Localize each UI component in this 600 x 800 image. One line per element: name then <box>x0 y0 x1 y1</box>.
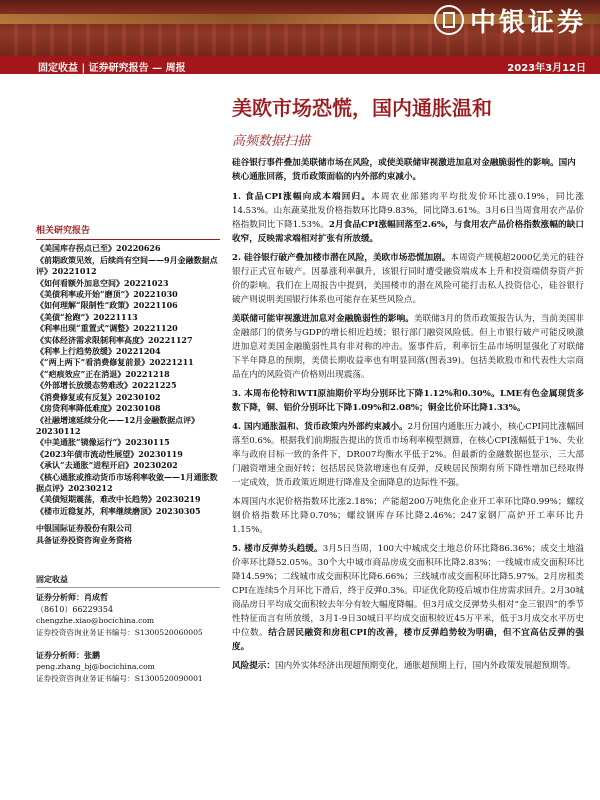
related-reports-heading: 相关研究报告 <box>36 226 220 240</box>
related-report-item[interactable]: 《核心通胀或推动货币市场利率收敛——1月通胀数据点评》20230212 <box>36 471 218 493</box>
logo-text: 中银证券 <box>469 7 586 38</box>
content-item: 3. 本周布伦特和WTI原油期价平均分别环比下降1.12%和0.30%。LME有色金属现货多数下降，铜、铝价分别环比下降1.09%和2.08%；铜金比价环比降1.33%。 <box>232 389 584 413</box>
related-report-item[interactable]: 《楼市近稳复苏，利率继续磨顶》20230305 <box>36 505 201 516</box>
related-reports-list <box>36 243 220 517</box>
firm-qualification: 具备证券投资咨询业务资格 <box>36 534 132 545</box>
analyst-email[interactable]: peng.zhang_bj@bocichina.com <box>36 662 155 672</box>
risk-warning: 风险提示：国内外实体经济出现超预期变化，通胀超预期上行，国内外政策发展超预期等。 <box>232 661 576 671</box>
firm-name: 中银国际证券股份有限公司 <box>36 523 132 534</box>
analyst-email[interactable]: chengzhe.xiao@bocichina.com <box>36 616 155 626</box>
report-category: 固定收益 | 证券研究报告 — 周报 <box>38 63 186 74</box>
related-report-item[interactable]: 《美债利率或开始“磨顶”》20221030 <box>36 289 178 300</box>
sector-label: 固定收益 <box>36 574 220 588</box>
related-report-item[interactable]: 《前期政策见效，后续尚有空间——9月金融数据点评》20221012 <box>36 254 218 277</box>
related-report-item[interactable]: 《承认“去通胀”进程开启》20230202 <box>36 460 178 471</box>
report-info-bar <box>0 56 600 74</box>
related-report-item[interactable]: 《消费修复或有反复》20230102 <box>36 391 161 402</box>
related-report-item[interactable]: 《中美通胀“镜像运行”》20230115 <box>36 437 170 448</box>
related-report-item[interactable]: 《美债“抢跑”》20221113 <box>36 311 138 322</box>
boc-logo-icon <box>434 5 464 35</box>
content-item: 5. 楼市反弹势头趋缓。3月5日当周，100大中城成交土地总价环比降86.36%；成交土地溢价率环比降52.05%。30个大中城市商品房成交面积环比降2.83%；一线城市成交面积环比降14.59%；二线城市成交面积环比降6.66%；三线城市成交面积环比降5.97%。2月房租类CPI在连续5个月环比下滑后，终于反弹0.3%。印证优化防疫后城市住房需求回升。2月30城商品房日平均成交面积较去年分有较大幅度降幅。但3月成交反弹势头相对“金三银四”的季节性特征而言有所放缓，3月1-9日30城日平均成交面积较近45万平米，低于3月成交水平历史中位数。结合居民融资和房租CPI的改善，楼市反弹趋势较为明确，但不宜高估反弹的强度。 <box>232 544 584 652</box>
summary-paragraph: 硅谷银行事件叠加美联储市场在风险，或使美联储审视激进加息对金融脆弱性的影响。国内核心通胀回落，货币政策面临的内外部约束减小。 <box>232 158 576 182</box>
analyst-cert: 证券投资咨询业务证书编号：S1300520090001 <box>36 673 203 683</box>
related-report-item[interactable]: 《利率上行趋势放缓》20221204 <box>36 346 161 357</box>
content-item: 美联储可能审视激进加息对金融脆弱性的影响。美联储3月的货币政策报告认为，当前美国非金融部门的债务与GDP的增长相近趋缓；银行部门融资风险低。但上市银行破产可能反映激进加息对美国金融脆弱性具有非对称的冲击。鉴事件后，利率衍生品市场明显强化了对联储下半年降息的预期，美债长期收益率也有明显回落(图表39)。包括美欧股市和代表性大宗商品在内的风险资产价格则出现震荡。 <box>232 314 584 380</box>
company-logo <box>434 4 586 36</box>
content-item: 1. 食品CPI涨幅向成本端回归。本周农业部猪肉平均批发价环比涨0.19%，同比涨14.53%。山东蔬菜批发价格指数环比降9.83%，同比降3.61%。3月6日当周食用农产品价格指数同比下降1.53%。2月食品CPI涨幅回落至2.6%，与食用农产品价格指数涨幅的缺口收窄，反映需求端相对扩张有所放缓。 <box>232 192 584 244</box>
related-report-item[interactable]: 《“两上两下”看消费修复前景》20221211 <box>36 357 194 368</box>
page-subtitle: 高频数据扫描 <box>232 134 311 149</box>
content-item: 本周国内水泥价格指数环比涨2.18%；产能超200万吨焦化企业开工率环比降0.99%；螺纹钢价格指数环比降0.70%；螺纹钢库存环比降2.46%；247家钢厂高炉开工率环比升1.15%。 <box>232 497 584 535</box>
related-report-item[interactable]: 《社融增速延续分化——12月金融数据点评》20230112 <box>36 414 200 436</box>
page-title: 美欧市场恐慌，国内通胀温和 <box>232 96 492 120</box>
related-report-item[interactable]: 《2023年债市流动性展望》20230119 <box>36 448 183 459</box>
related-report-item[interactable]: 《美债短期震荡，难改中长趋势》20230219 <box>36 494 201 505</box>
content-item: 2. 硅谷银行破产叠加楼市潜在风险，美欧市场恐慌加剧。本周资产规模超2000亿美元的硅谷银行正式宣布破产。因暴涨利率飙升，该银行同时遭受融资端成本上升和投资端债券资产折价的影响。我们在上周报告中提到，美国楼市的潜在风险可能打击私人投资信心，硅谷银行破产则说明美国银行体系也可能存在某些风险点。 <box>232 253 584 305</box>
related-report-item[interactable]: 《实体经济需求限制利率高度》20221127 <box>36 334 193 345</box>
analyst-name: 证券分析师：肖成哲 <box>36 592 108 603</box>
main-content <box>232 156 584 678</box>
analyst-name: 证券分析师：张鹏 <box>36 650 100 660</box>
header-banner <box>0 0 600 56</box>
content-item: 4. 国内通胀温和、货币政策内外部约束减小。2月份国内通胀压力减小，核心CPI同比涨幅回落至0.6%。根据我们前期报告提出的货币市场利率模型测算，在核心CPI涨幅低于1%、失业率与政府目标一致的条件下，DR007均衡水平低于2%。但最新的金融数据也显示，三大部门融资增速全面好转；包括居民贷款增速也有反弹，反映居民预期有所下降性增加已经取得一定成效，货币政策近期进行降准及全面降息的边际性不强。 <box>232 422 585 488</box>
analyst-cert: 证券投资咨询业务证书编号：S1300520060005 <box>36 627 203 637</box>
report-date: 2023年3月12日 <box>507 63 586 74</box>
related-report-item[interactable]: 《美国库存拐点已至》20220626 <box>36 243 161 254</box>
analyst-phone: （8610）66229354 <box>36 604 114 614</box>
related-report-item[interactable]: 《如何理解“限制性”政策》20221106 <box>36 300 178 311</box>
related-report-item[interactable]: 《“疤痕效应”正在消退》20221218 <box>36 368 170 379</box>
related-report-item[interactable]: 《利率出现“重置式”调整》20221120 <box>36 323 178 334</box>
related-report-item[interactable]: 《房贷利率降低难度》20230108 <box>36 403 161 414</box>
related-report-item[interactable]: 《如何看额外加息空间》20221023 <box>36 277 169 288</box>
sidebar <box>36 226 220 684</box>
related-report-item[interactable]: 《外部增长放缓态势难改》20221225 <box>36 380 177 391</box>
